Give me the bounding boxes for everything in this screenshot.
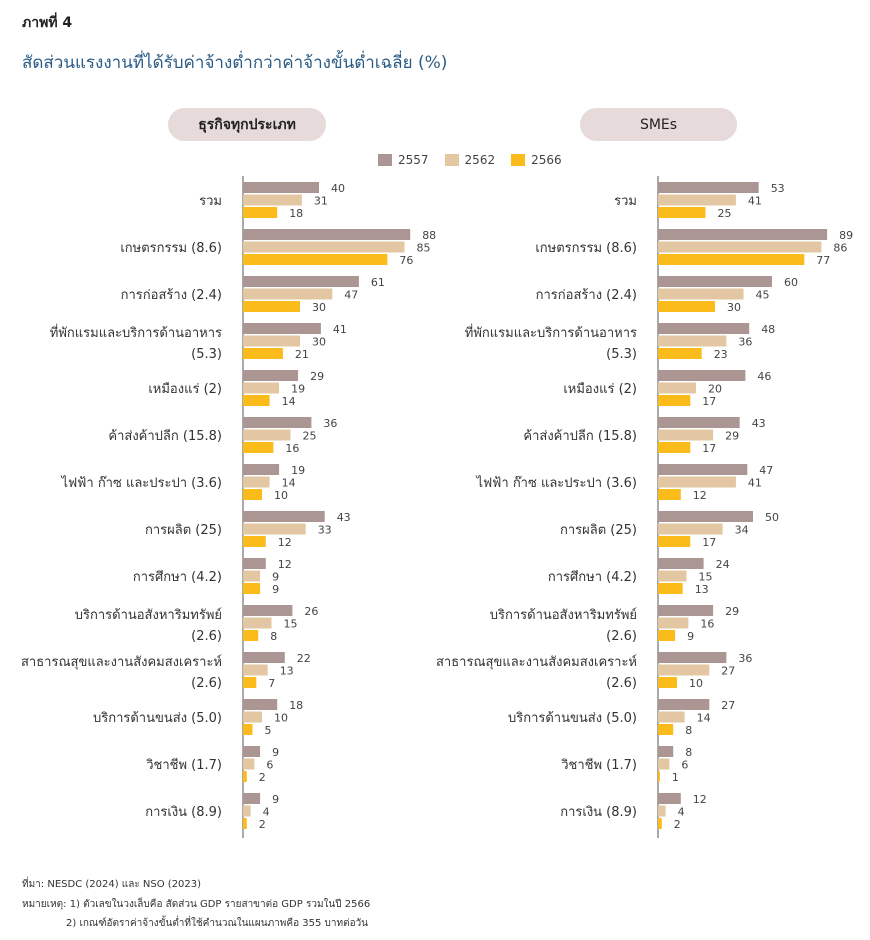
- data-label-all-2566: 10: [274, 489, 288, 502]
- data-label-smes-2562: 86: [833, 241, 848, 255]
- data-label-smes-2557: 36: [738, 652, 753, 665]
- bar-smes-2566: [658, 724, 673, 735]
- legend-label-2557: 2557: [398, 153, 429, 167]
- category-label-smes: รวม: [614, 194, 637, 209]
- data-label-all-2562: 15: [283, 617, 298, 631]
- data-label-all-2557: 61: [370, 276, 385, 289]
- data-label-all-2562: 47: [344, 288, 359, 302]
- data-label-all-2562: 13: [279, 664, 294, 678]
- category-label-all: สาธารณสุขและงานสังคมสงเคราะห์: [21, 655, 222, 670]
- chart-title: สัดส่วนแรงงานที่ได้รับค่าจ้างต่ำกว่าค่าจ้างขั้นต่ำเฉลี่ย (%): [22, 53, 448, 73]
- data-label-all-2562: 31: [313, 194, 328, 208]
- figure-label: ภาพที่ 4: [22, 15, 73, 31]
- data-label-smes-2566: 77: [816, 254, 831, 267]
- data-label-all-2562: 10: [274, 711, 288, 725]
- bar-smes-2557: [658, 558, 704, 569]
- bar-all-2566: [243, 207, 277, 218]
- data-label-all-2562: 6: [266, 758, 274, 772]
- data-label-smes-2562: 4: [677, 805, 685, 819]
- data-label-all-2557: 40: [331, 182, 345, 195]
- data-label-all-2557: 29: [310, 370, 325, 383]
- bar-smes-2566: [658, 348, 702, 359]
- bar-all-2566: [243, 536, 266, 547]
- bar-all-2562: [243, 524, 306, 535]
- data-label-smes-2566: 30: [727, 301, 741, 314]
- bar-smes-2562: [658, 524, 723, 535]
- data-label-smes-2557: 89: [839, 229, 854, 242]
- category-label-all: การเงิน (8.9): [145, 805, 222, 820]
- category-label-all: รวม: [199, 194, 222, 209]
- data-label-smes-2562: 41: [747, 194, 762, 208]
- bar-all-2562: [243, 477, 270, 488]
- bar-all-2562: [243, 195, 302, 206]
- data-label-smes-2562: 14: [696, 711, 711, 725]
- category-label-all: ที่พักแรมและบริการด้านอาหาร: [49, 326, 222, 341]
- category-label-smes: (5.3): [606, 347, 637, 362]
- data-label-smes-2566: 17: [702, 536, 717, 549]
- data-label-smes-2566: 1: [671, 771, 679, 784]
- bar-smes-2557: [658, 652, 726, 663]
- data-label-all-2566: 5: [264, 724, 272, 737]
- bar-smes-2566: [658, 583, 683, 594]
- data-label-all-2562: 30: [312, 335, 326, 349]
- data-label-smes-2557: 46: [757, 370, 772, 383]
- category-label-smes: วิชาชีพ (1.7): [561, 758, 637, 773]
- bar-smes-2562: [658, 430, 713, 441]
- bar-smes-2562: [658, 665, 709, 676]
- bar-all-2557: [243, 182, 319, 193]
- data-label-all-2566: 9: [272, 583, 280, 596]
- bar-all-2562: [243, 618, 272, 629]
- bar-all-2566: [243, 348, 283, 359]
- category-label-smes: เกษตรกรรม (8.6): [535, 241, 637, 256]
- category-label-all: วิชาชีพ (1.7): [146, 758, 222, 773]
- bar-smes-2557: [658, 182, 759, 193]
- bar-smes-2562: [658, 712, 685, 723]
- data-label-all-2557: 9: [272, 793, 280, 806]
- bar-smes-2566: [658, 395, 690, 406]
- bar-smes-2562: [658, 806, 666, 817]
- data-label-smes-2566: 13: [694, 583, 709, 596]
- data-label-all-2566: 16: [285, 442, 300, 455]
- data-label-all-2566: 2: [258, 771, 266, 784]
- bar-all-2562: [243, 712, 262, 723]
- data-label-smes-2557: 48: [761, 323, 776, 336]
- bar-smes-2557: [658, 746, 673, 757]
- bar-smes-2562: [658, 336, 726, 347]
- bar-all-2566: [243, 771, 247, 782]
- bar-all-2562: [243, 336, 300, 347]
- bar-smes-2566: [658, 207, 706, 218]
- data-label-smes-2562: 41: [747, 476, 762, 490]
- data-label-all-2566: 14: [281, 395, 296, 408]
- data-label-all-2557: 22: [296, 652, 311, 665]
- data-label-smes-2566: 23: [713, 348, 728, 361]
- bar-all-2562: [243, 430, 291, 441]
- bar-all-2557: [243, 276, 359, 287]
- data-label-smes-2566: 10: [689, 677, 703, 690]
- bar-all-2557: [243, 511, 325, 522]
- bar-all-2566: [243, 442, 273, 453]
- bar-smes-2562: [658, 477, 736, 488]
- category-label-smes: การก่อสร้าง (2.4): [535, 288, 637, 303]
- data-label-smes-2562: 6: [681, 758, 689, 772]
- data-label-all-2566: 18: [289, 207, 304, 220]
- bar-all-2566: [243, 583, 260, 594]
- bar-smes-2566: [658, 771, 660, 782]
- bar-all-2562: [243, 383, 279, 394]
- category-label-all: บริการด้านขนส่ง (5.0): [92, 711, 222, 726]
- bar-smes-2562: [658, 571, 687, 582]
- bar-smes-2557: [658, 276, 772, 287]
- bar-smes-2562: [658, 759, 669, 770]
- category-label-smes: สาธารณสุขและงานสังคมสงเคราะห์: [436, 655, 637, 670]
- bar-smes-2566: [658, 818, 662, 829]
- data-label-smes-2562: 27: [721, 664, 736, 678]
- data-label-all-2562: 4: [262, 805, 270, 819]
- data-label-smes-2557: 50: [765, 511, 779, 524]
- data-label-all-2557: 36: [323, 417, 338, 430]
- data-label-smes-2566: 8: [685, 724, 693, 737]
- bar-all-2566: [243, 254, 387, 265]
- bar-all-2557: [243, 652, 285, 663]
- bar-smes-2566: [658, 489, 681, 500]
- data-label-smes-2562: 15: [698, 570, 713, 584]
- category-label-smes: บริการด้านขนส่ง (5.0): [507, 711, 637, 726]
- data-label-smes-2562: 29: [725, 429, 740, 443]
- bar-smes-2557: [658, 370, 745, 381]
- data-label-all-2562: 33: [317, 523, 332, 537]
- data-label-all-2557: 18: [289, 699, 304, 712]
- data-label-smes-2557: 29: [725, 605, 740, 618]
- category-label-smes: ที่พักแรมและบริการด้านอาหาร: [464, 326, 637, 341]
- data-label-all-2562: 85: [416, 241, 431, 255]
- category-label-all: เหมืองแร่ (2): [148, 382, 222, 397]
- panel-title-all-business: ธุรกิจทุกประเภท: [168, 108, 326, 141]
- category-label-smes: เหมืองแร่ (2): [563, 382, 637, 397]
- data-label-all-2566: 21: [294, 348, 309, 361]
- data-label-smes-2562: 20: [708, 382, 722, 396]
- bar-smes-2557: [658, 699, 709, 710]
- data-label-smes-2557: 8: [685, 746, 693, 759]
- legend-label-2566: 2566: [531, 153, 562, 167]
- bar-all-2557: [243, 370, 298, 381]
- bar-smes-2562: [658, 289, 744, 300]
- category-label-smes: การผลิต (25): [560, 523, 637, 538]
- data-label-smes-2557: 43: [751, 417, 766, 430]
- bar-all-2557: [243, 417, 311, 428]
- data-label-smes-2557: 24: [715, 558, 730, 571]
- data-label-smes-2566: 9: [687, 630, 695, 643]
- bar-all-2566: [243, 724, 253, 735]
- data-label-smes-2566: 2: [673, 818, 681, 831]
- data-label-smes-2566: 17: [702, 395, 717, 408]
- bar-all-2566: [243, 489, 262, 500]
- data-label-all-2566: 30: [312, 301, 326, 314]
- data-label-all-2562: 14: [281, 476, 296, 490]
- footer-note-2: 2) เกณฑ์อัตราค่าจ้างขั้นต่ำที่ใช้คำนวณในแผนภาพคือ 355 บาทต่อวัน: [66, 918, 369, 929]
- category-label-all: การผลิต (25): [145, 523, 222, 538]
- data-label-all-2557: 19: [291, 464, 306, 477]
- bar-smes-2557: [658, 464, 747, 475]
- bar-all-2566: [243, 677, 256, 688]
- data-label-all-2562: 25: [302, 429, 317, 443]
- bar-all-2557: [243, 746, 260, 757]
- bar-smes-2562: [658, 618, 688, 629]
- legend-label-2562: 2562: [464, 153, 496, 167]
- bar-smes-2566: [658, 301, 715, 312]
- data-label-smes-2557: 53: [770, 182, 785, 195]
- bar-all-2557: [243, 793, 260, 804]
- bar-all-2562: [243, 571, 260, 582]
- bar-all-2562: [243, 242, 405, 253]
- bar-all-2557: [243, 558, 266, 569]
- category-label-smes: บริการด้านอสังหาริมทรัพย์: [489, 608, 637, 623]
- panel-title-smes: SMEs: [580, 108, 737, 141]
- category-label-smes: การศึกษา (4.2): [547, 570, 637, 585]
- category-label-smes: ไฟฟ้า ก๊าซ และประปา (3.6): [476, 476, 637, 491]
- bar-smes-2557: [658, 605, 713, 616]
- data-label-all-2566: 2: [258, 818, 266, 831]
- category-label-all: ค้าส่งค้าปลีก (15.8): [108, 429, 222, 444]
- bar-all-2557: [243, 229, 410, 240]
- data-label-smes-2566: 12: [692, 489, 707, 502]
- data-label-all-2562: 19: [291, 382, 306, 396]
- footer-source: ที่มา: NESDC (2024) และ NSO (2023): [22, 879, 202, 890]
- data-label-all-2557: 12: [277, 558, 292, 571]
- category-label-smes: (2.6): [606, 629, 637, 644]
- category-label-smes: (2.6): [606, 676, 637, 691]
- bar-all-2557: [243, 323, 321, 334]
- footer-note-1: หมายเหตุ: 1) ตัวเลขในวงเล็บคือ สัดส่วน GDP รายสาขาต่อ GDP รวมในปี 2566: [22, 899, 371, 910]
- bar-smes-2566: [658, 254, 804, 265]
- category-label-all: บริการด้านอสังหาริมทรัพย์: [74, 608, 222, 623]
- data-label-smes-2562: 34: [734, 523, 749, 537]
- data-label-all-2557: 41: [332, 323, 347, 336]
- bar-smes-2566: [658, 630, 675, 641]
- category-label-all: การศึกษา (4.2): [132, 570, 222, 585]
- bar-all-2566: [243, 301, 300, 312]
- bar-smes-2557: [658, 793, 681, 804]
- bar-all-2566: [243, 818, 247, 829]
- category-label-all: ไฟฟ้า ก๊าซ และประปา (3.6): [61, 476, 222, 491]
- bar-all-2562: [243, 806, 251, 817]
- bar-all-2557: [243, 605, 292, 616]
- bar-smes-2562: [658, 383, 696, 394]
- data-label-smes-2566: 25: [717, 207, 732, 220]
- bar-all-2557: [243, 699, 277, 710]
- data-label-all-2566: 76: [399, 254, 414, 267]
- data-label-all-2566: 8: [270, 630, 278, 643]
- bar-all-2562: [243, 665, 268, 676]
- data-label-all-2557: 26: [304, 605, 319, 618]
- data-label-smes-2562: 16: [700, 617, 715, 631]
- bar-all-2566: [243, 630, 258, 641]
- data-label-smes-2562: 45: [755, 288, 770, 302]
- data-label-smes-2566: 17: [702, 442, 717, 455]
- category-label-all: การก่อสร้าง (2.4): [120, 288, 222, 303]
- data-label-all-2557: 43: [336, 511, 351, 524]
- bar-all-2562: [243, 759, 254, 770]
- data-label-smes-2557: 60: [784, 276, 798, 289]
- bar-all-2566: [243, 395, 270, 406]
- bar-smes-2566: [658, 536, 690, 547]
- category-label-all: (2.6): [191, 629, 222, 644]
- data-label-all-2557: 9: [272, 746, 280, 759]
- data-label-smes-2557: 27: [721, 699, 736, 712]
- data-label-all-2566: 12: [277, 536, 292, 549]
- data-label-all-2566: 7: [268, 677, 276, 690]
- category-label-all: เกษตรกรรม (8.6): [120, 241, 222, 256]
- category-label-all: (5.3): [191, 347, 222, 362]
- data-label-all-2562: 9: [272, 570, 280, 584]
- category-label-smes: ค้าส่งค้าปลีก (15.8): [523, 429, 637, 444]
- bar-smes-2557: [658, 229, 827, 240]
- bar-smes-2566: [658, 677, 677, 688]
- bar-all-2562: [243, 289, 332, 300]
- data-label-smes-2562: 36: [738, 335, 753, 349]
- bar-smes-2566: [658, 442, 690, 453]
- bar-all-2557: [243, 464, 279, 475]
- bar-smes-2557: [658, 511, 753, 522]
- bar-smes-2562: [658, 242, 821, 253]
- data-label-all-2557: 88: [422, 229, 437, 242]
- data-label-smes-2557: 47: [759, 464, 774, 477]
- category-label-all: (2.6): [191, 676, 222, 691]
- category-label-smes: การเงิน (8.9): [560, 805, 637, 820]
- bar-smes-2557: [658, 417, 740, 428]
- bar-smes-2557: [658, 323, 749, 334]
- data-label-smes-2557: 12: [692, 793, 707, 806]
- bar-smes-2562: [658, 195, 736, 206]
